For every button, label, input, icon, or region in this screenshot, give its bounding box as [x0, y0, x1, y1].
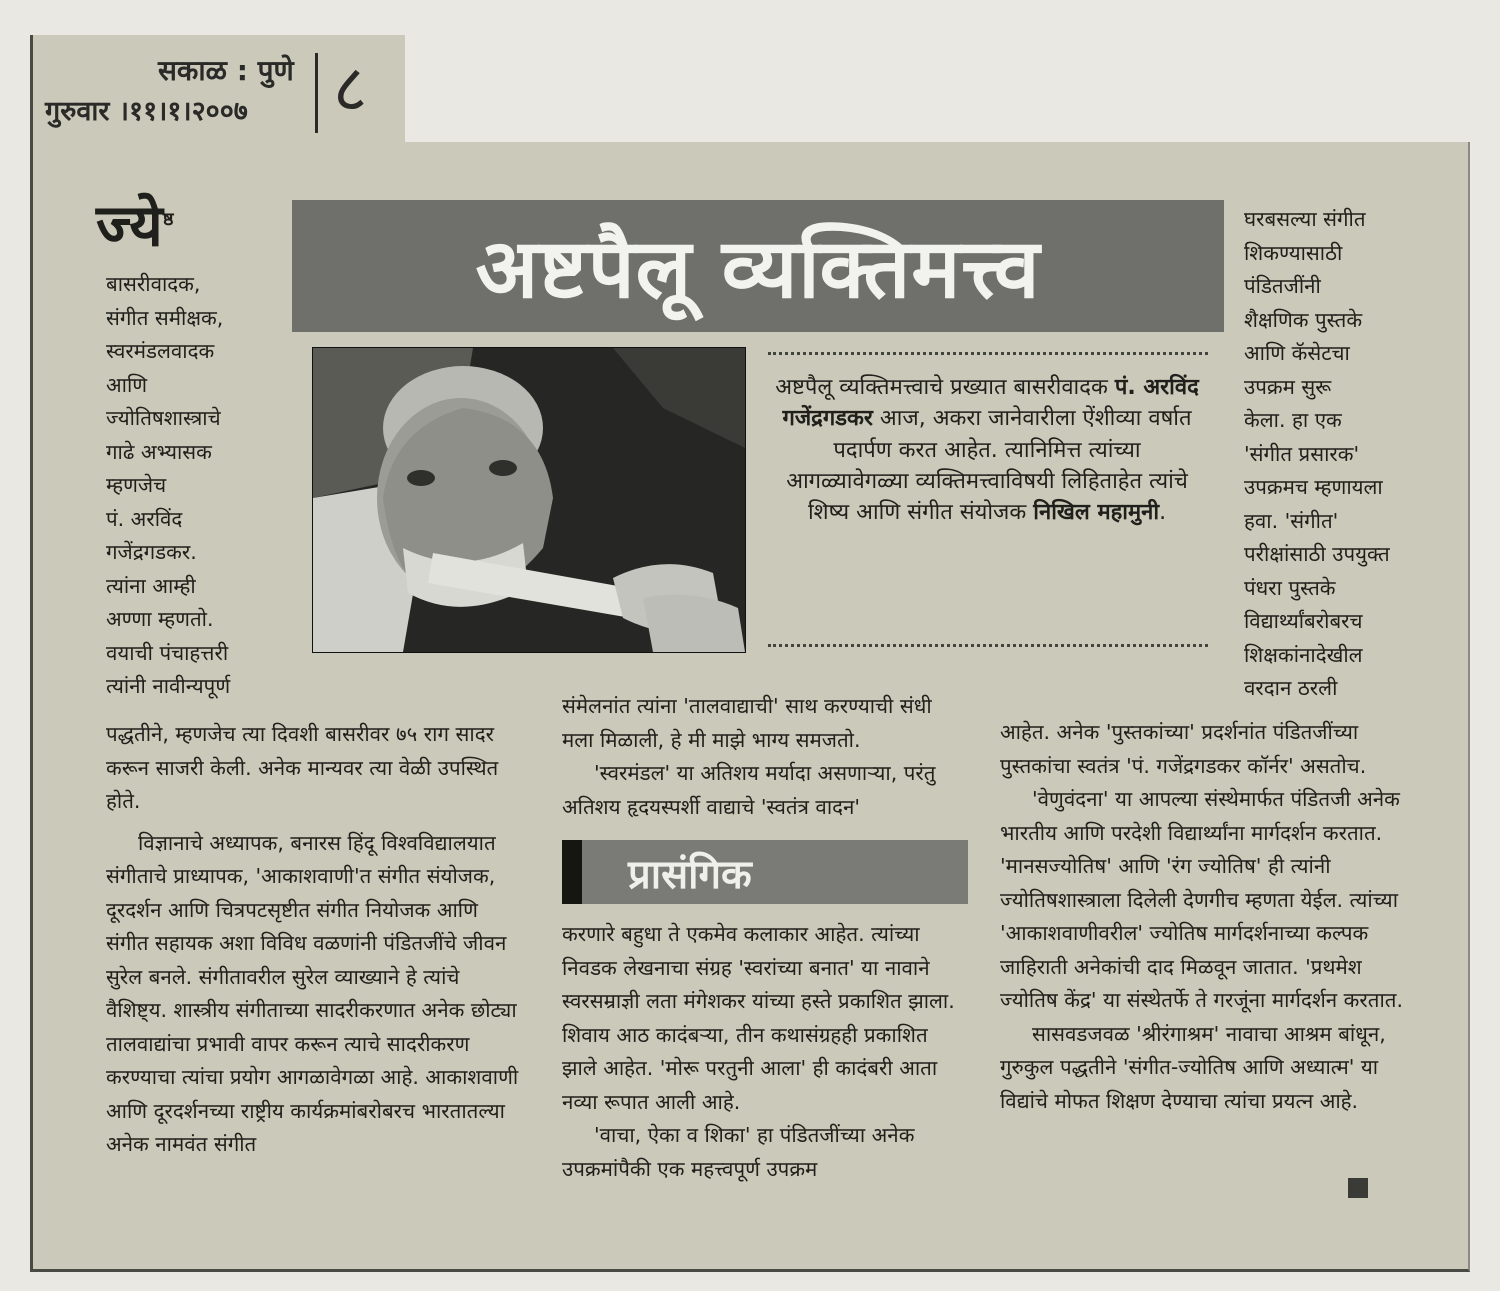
- paragraph: संमेलनांत त्यांना 'तालवाद्याची' साथ करण्याची संधी मला मिळाली, हे मी माझे भाग्य समजतो.: [562, 694, 932, 752]
- paragraph: विज्ञानाचे अध्यापक, बनारस हिंदू विश्वविद्यालयात संगीताचे प्राध्यापक, 'आकाशवाणी'त संगीत संयोजक, दूरदर्शन आणि चित्रपटसृष्टीत संगीत नियोजक आणि संगीत सहायक अशा विविध वळणांनी पंडितजींचे जीवन सुरेल बनले. संगीतावरील सुरेल व्याख्याने हे त्यांचे वैशिष्ट्य. शास्त्रीय संगीताच्या सादरीकरणात अनेक छोट्या तालवाद्यांचा प्रभावी वापर करून त्याचे सादरीकरण करण्याचा त्यांचा प्रयोग आगळावेगळा आहे. आकाशवाणी आणि दूरदर्शनच्या राष्ट्रीय कार्यक्रमांबरोबरच भारतातल्या अनेक नामवंत संगीत: [106, 830, 519, 1156]
- publication-date: गुरुवार ।११।१।२००७: [45, 96, 248, 127]
- dateline-box: [30, 35, 405, 147]
- portrait-photo: [312, 347, 746, 653]
- page-number: ८: [333, 50, 368, 127]
- paragraph: आहेत. अनेक 'पुस्तकांच्या' प्रदर्शनांत पंडितजींच्या पुस्तकांचा स्वतंत्र 'पं. गजेंद्रगडकर कॉर्नर' असतोच.: [1000, 720, 1367, 778]
- paragraph: सासवडजवळ 'श्रीरंगाश्रम' नावाचा आश्रम बांधून, गुरुकुल पद्धतीने 'संगीत-ज्योतिष आणि अध्यात्म' या विद्यांचे मोफत शिक्षण देण्याचा त्यांचा प्रयत्न आहे.: [1000, 1021, 1386, 1113]
- paragraph: पद्धतीने, म्हणजेच त्या दिवशी बासरीवर ७५ राग सादर करून साजरी केली. अनेक मान्यवर त्या वेळी उपस्थित होते.: [106, 722, 499, 813]
- intro-standfirst: अष्टपैलू व्यक्तिमत्त्वाचे प्रख्यात बासरीवादक पं. अरविंद गजेंद्रगडकर आज, अकरा जानेवारीला ऐंशीव्या वर्षात पदार्पण करत आहेत. त्यानिमित्त त्यांच्या आगळ्यावेगळ्या व्यक्तिमत्त्वाविषयी लिहिताहेत त्यांचे शिष्य आणि संगीत संयोजक निखिल महामुनी.: [775, 375, 1199, 526]
- flute-player-photo-icon: [313, 348, 745, 652]
- author-name: निखिल महामुनी: [1033, 500, 1160, 526]
- left-body-column: [106, 718, 526, 1162]
- paper-city: सकाळ : पुणे: [158, 54, 294, 87]
- intro-rule-bottom: [768, 644, 1208, 647]
- headline: अष्टपैलू व्यक्तिमत्त्व: [292, 200, 1224, 332]
- column-kicker: ज्ये$^{ष्ठ}$: [96, 191, 174, 260]
- middle-column-top: [562, 690, 968, 824]
- section-subhead: प्रासंगिक: [562, 840, 968, 904]
- right-body-column: [1000, 716, 1410, 1118]
- right-narrow-column: घरबसल्या संगीत शिकण्यासाठी पंडितजींनी शैक्षणिक पुस्तके आणि कॅसेटचा उपक्रम सुरू केला. हा एक 'संगीत प्रसारक' उपक्रमच म्हणायला हवा. 'संगीत' परीक्षांसाठी उपयुक्त पंधरा पुस्तके विद्यार्थ्यांबरोबरच शिक्षकांनादेखील वरदान ठरली: [1244, 207, 1390, 700]
- dateline-divider: [315, 53, 318, 133]
- end-of-article-mark: [1348, 1178, 1368, 1198]
- paragraph: 'वाचा, ऐका व शिका' हा पंडितजींच्या अनेक उपक्रमांपैकी एक महत्त्वपूर्ण उपक्रम: [562, 1123, 915, 1181]
- paragraph: 'स्वरमंडल' या अतिशय मर्यादा असणाऱ्या, परंतु अतिशय हृदयस्पर्शी वाद्याचे 'स्वतंत्र वादन': [562, 761, 936, 819]
- middle-column-bottom: [562, 918, 968, 1186]
- paragraph: 'वेणुवंदना' या आपल्या संस्थेमार्फत पंडितजी अनेक भारतीय आणि परदेशी विद्यार्थ्यांना मार्गदर्शन करतात. 'मानसज्योतिष' आणि 'रंग ज्योतिष' ही त्यांनी ज्योतिषशास्त्राला दिलेली देणगीच म्हणता येईल. त्यांच्या 'आकाशवाणीवरील' ज्योतिष मार्गदर्शनाच्या कल्पक जाहिराती अनेकांची दाद मिळवून जातात. 'प्रथमेश ज्योतिष केंद्र' या संस्थेतर्फे ते गरजूंना मार्गदर्शन करतात.: [1000, 787, 1404, 1012]
- paragraph: करणारे बहुधा ते एकमेव कलाकार आहेत. त्यांच्या निवडक लेखनाचा संग्रह 'स्वरांच्या बनात' या नावाने स्वरसम्राज्ञी लता मंगेशकर यांच्या हस्ते प्रकाशित झाला. शिवाय आठ कादंबऱ्या, तीन कथासंग्रहही प्रकाशित झाले आहेत. 'मोरू परतुनी आला' ही कादंबरी आता नव्या रूपात आली आहे.: [562, 922, 955, 1114]
- intro-rule-top: [768, 352, 1208, 355]
- left-narrow-column: बासरीवादक, संगीत समीक्षक, स्वरमंडलवादक आणि ज्योतिषशास्त्राचे गाढे अभ्यासक म्हणजेच पं. अरविंद गजेंद्रगडकर. त्यांना आम्ही अण्णा म्हणतो. वयाची पंचाहत्तरी त्यांनी नावीन्यपूर्ण: [106, 272, 231, 698]
- subject-name: पं. अरविंद गजेंद्रगडकर: [782, 375, 1199, 432]
